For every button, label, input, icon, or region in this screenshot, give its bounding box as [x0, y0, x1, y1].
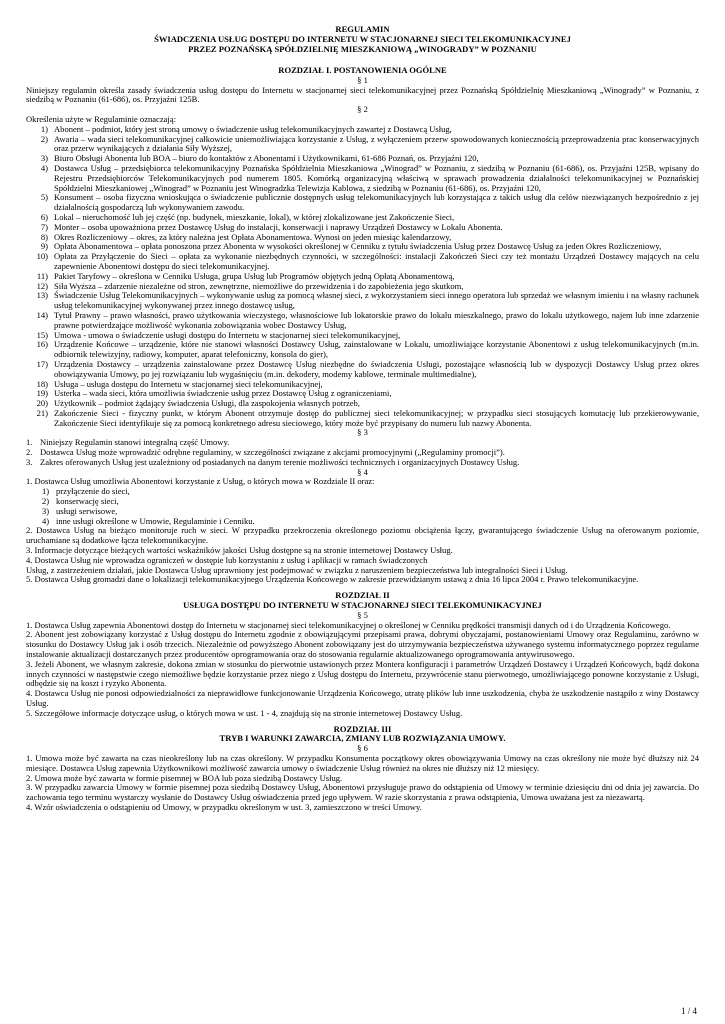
section-3-item-text: Zakres oferowanych Usług jest uzależniony od posiadanych na danym terenie możliwości technicznych i organizacyjnych Dostawcy Usług. [40, 456, 520, 467]
doc-title: REGULAMIN [335, 24, 390, 34]
section-4-point-3: 3. Informacje dotyczące bieżących wartości wskaźników jakości Usług dostępne są na stronie internetowej Dostawcy Usług. [26, 545, 453, 556]
section-3-item-text: Dostawca Usług może wprowadzić odrębne regulaminy, w szczególności związane z akcjami promocyjnymi („Regulaminy promocji”). [40, 447, 505, 458]
section-5-heading: § 5 [357, 609, 368, 620]
section-4-sub-item-text: inne usługi określone w Umowie, Regulaminie i Cenniku. [56, 515, 255, 526]
section-5-point-3: 3. Jeżeli Abonent, we własnym zakresie, dokona zmian w stosunku do pierwotnie ustawionych przez Montera konfiguracji i parametrów Urządzeń Dostawcy i Urządzeń Końcowych, bądź dokona innych czynności w następstwie czego niemożliwe będzie korzystanie przez niego z Usług dostępu do Internetu, przywrócenie stanu pierwotnego, umożliwiającego ponowne korzystanie z Usługi, odbędzie się na koszt i ryzyko Abonenta. [26, 658, 699, 689]
definition-item-text: Urządzenie Końcowe – urządzenie, które nie stanowi własności Dostawcy Usług, zainstalowane w Lokalu, umożliwiające korzystanie Abonentowi z usług telekomunikacyjnych (m.in. odbiornik telewizyjny, radiowy, komputer, aparat telefoniczny, konsola do gier), [54, 339, 699, 360]
definition-item-text: Usterka – wada sieci, która umożliwia świadczenie usług przez Dostawcę Usług z ograniczeniami, [54, 388, 392, 399]
section-2-heading: § 2 [357, 104, 368, 115]
section-5-point-4: 4. Dostawca Usług nie ponosi odpowiedzialności za nieprawidłowe funkcjonowanie Urządzenia Końcowego, utratę plików lub inne uszkodzenia, chyba że uszkodzenie nastąpiło z winy Dostawcy Usług. [26, 688, 699, 708]
section-4-sub-item [42, 497, 699, 507]
chapter-2-title: ROZDZIAŁ II [335, 590, 390, 601]
section-4-sub-item-number: 2) [42, 496, 50, 507]
section-3-item-text: Niniejszy Regulamin stanowi integralną część Umowy. [40, 437, 230, 448]
definition-item-text: Lokal – nieruchomość lub jej część (np. budynek, mieszkanie, lokal), w której zlokalizowane jest Zakończenie Sieci, [54, 211, 455, 222]
definition-item-number: 8) [40, 231, 48, 242]
section-4-point-1: 1. Dostawca Usług umożliwia Abonentowi korzystanie z Usług, o których mowa w Rozdziale II oraz: [26, 476, 375, 487]
definition-item-number: 7) [40, 221, 48, 232]
section-3-item-number: 2. [26, 447, 33, 458]
section-5-point-2: 2. Abonent jest zobowiązany korzystać z Usług dostępu do Internetu zgodnie z obowiązującymi przepisami prawa, dobrymi obyczajami, postanowieniami Umowy oraz Regulaminu, zarówno w stosunku do Dostawcy Usług jak i osób trzecich. Niezależnie od powyższego Abonent zobowiązany jest do utrzymywania bezpieczeństwa używanego systemu informatycznego poprzez regularne instalowanie aktualizacji dostarczanych przez producentów oprogramowania oraz do stosowania regularnie aktualizowanego oprogramowania antywirusowego. [26, 629, 699, 660]
section-4-point-5: 5. Dostawca Usług gromadzi dane o lokalizacji telekomunikacyjnego Urządzenia Końcowego w zakresie przewidzianym ustawą z dnia 16 lipca 2004 r. Prawo telekomunikacyjne. [26, 574, 639, 585]
section-4-sub-item-text: konserwację sieci, [56, 496, 119, 507]
definition-item-number: 12) [36, 280, 48, 291]
section-6-point-3: 3. W przypadku zawarcia Umowy w formie pisemnej poza siedzibą Dostawcy Usług, Abonentowi przysługuje prawo do odstąpienia od Umowy w terminie dziesięciu dni od dnia jej zawarcia. Do zachowania tego terminu wystarczy wysłanie do Dostawcy Usług oświadczenia przed jego upływem. W razie skorzystania z prawa odstąpienia, Umowa uważana jest za niezawartą. [26, 782, 699, 803]
definition-item-text: Biuro Obsługi Abonenta lub BOA – biuro do kontaktów z Abonentami i Użytkownikami, 61-686 Poznań, os. Przyjaźni 120, [54, 153, 479, 164]
section-4-sub-item-text: usługi serwisowe, [56, 505, 118, 516]
section-5-point-1: 1. Dostawca Usług zapewnia Abonentowi dostęp do Internetu w stacjonarnej sieci telekomunikacyjnej o określonej w Cenniku prędkości transmisji danych od i do Urządzenia Końcowego. [26, 619, 671, 630]
section-3-item-number: 1. [26, 437, 33, 448]
section-4-heading: § 4 [357, 466, 368, 477]
chapter-2-subtitle: USŁUGA DOSTĘPU DO INTERNETU W STACJONARNEJ SIECI TELEKOMUNIKACYJNEJ [183, 600, 542, 611]
section-3-heading: § 3 [357, 427, 368, 438]
definition-item-text: Konsument – osoba fizyczna wnioskująca o świadczenie publicznie dostępnych usług telekomunikacyjnych lub korzystająca z takich usług dla celów niezwiązanych bezpośrednio z jej działalnością gospodarczą lub wykonywaniem zawodu. [54, 192, 699, 213]
section-2-intro: Określenia użyte w Regulaminie oznaczają: [26, 113, 176, 124]
definition-item-text: Urządzenia Dostawcy – urządzenia zainstalowane przez Dostawcę Usług niezbędne do świadczenia Usługi, pozostające własnością lub w dyspozycji Dostawcy Usług przez okres obowiązywania Umowy, po jej rozwiązaniu lub wygaśnięciu (m.in. dekodery, modemy kablowe, terminale multimedialne), [54, 358, 699, 379]
definition-item-text: Opłata za Przyłączenie do Sieci – opłata za wykonanie niezbędnych czynności, w szczególności: instalacji Zakończeń Sieci czy też montażu Urządzeń Dostawcy mających na celu zapewnienie Abonentowi dostępu do sieci telekomunikacyjnej. [54, 251, 699, 271]
definitions-list [26, 125, 699, 429]
definition-item-number: 16) [36, 339, 48, 350]
definition-item-text: Zakończenie Sieci - fizyczny punkt, w którym Abonent otrzymuje dostęp do publicznej sieci telekomunikacyjnej; w przypadku sieci stosujących komutację lub przekierowywanie, Zakończenie Sieci identyfikuje się za pomocą konkretnego adresu sieciowego, który może być przypisany do numeru lub nazwy Abonenta. [54, 407, 699, 428]
section-6-heading: § 6 [357, 743, 368, 754]
section-4-sub-item-number: 3) [42, 505, 50, 516]
definition-item-number: 10) [36, 251, 48, 262]
section-4-point-4b: Usług, z zastrzeżeniem działań, jakie Dostawca Usług uprawniony jest podejmować w związku z naruszeniem bezpieczeństwa lub integralności Sieci i Usług. [26, 564, 568, 575]
definition-item-number: 3) [40, 153, 48, 164]
definition-item-number: 9) [40, 241, 48, 252]
definition-item [26, 340, 699, 360]
definition-item-text: Pakiet Taryfowy – określona w Cenniku Usługa, grupa Usług lub Programów objętych jedną Opłatą Abonamentową, [54, 270, 455, 281]
definition-item-text: Usługa – usługa dostępu do Internetu w stacjonarnej sieci telekomunikacyjnej, [54, 378, 323, 389]
chapter-1-title: ROZDZIAŁ I. POSTANOWIENIA OGÓLNE [278, 65, 447, 75]
definition-item-number: 19) [36, 388, 48, 399]
definition-item-text: Siła Wyższa – zdarzenie niezależne od stron, zewnętrzne, niemożliwe do przewidzenia i do zapobieżenia jego skutkom, [54, 280, 464, 291]
definition-item-text: Awaria – wada sieci telekomunikacyjnej całkowicie uniemożliwiająca korzystanie z Usług, z wyłączeniem przerw spowodowanych koniecznością przeprowadzenia prac konserwacyjnych oraz przerw wynikających z działania Siły Wyższej, [54, 133, 699, 154]
section-3-item-number: 3. [26, 456, 33, 467]
definition-item-number: 15) [36, 329, 48, 340]
section-5-point-5: 5. Szczegółowe informacje dotyczące usług, o których mowa w ust. 1 - 4, znajdują się na stronie internetowej Dostawcy Usług. [26, 707, 463, 718]
section-4-sub-item-number: 4) [42, 515, 50, 526]
definition-item-text: Abonent – podmiot, który jest stroną umowy o świadczenie usług telekomunikacyjnych zawartej z Dostawcą Usług, [54, 123, 452, 134]
definition-item-number: 14) [36, 309, 48, 320]
section-6-point-1: 1. Umowa może być zawarta na czas nieokreślony lub na czas określony. W przypadku Konsumenta początkowy okres obowiązywania Umowy na czas określony nie może być dłuższy niż 24 miesiące. Dostawca Usług zapewnia Użytkownikowi możliwość zawarcia umowy o świadczenie Usług również na okres nie dłuższy niż 12 miesięcy. [26, 752, 699, 773]
definition-item-number: 4) [40, 162, 48, 173]
definition-item [26, 164, 699, 193]
definition-item-number: 20) [36, 398, 48, 409]
definition-item [26, 193, 699, 213]
definition-item-number: 11) [36, 270, 48, 281]
chapter-3-title: ROZDZIAŁ III [333, 723, 392, 734]
section-4-sub-item-number: 1) [42, 486, 50, 497]
doc-subtitle-line-2: PRZEZ POZNAŃSKĄ SPÓŁDZIELNIĘ MIESZKANIOWĄ „WINOGRADY” W POZNANIU [188, 44, 537, 54]
definition-item-text: Monter – osoba upoważniona przez Dostawcę Usług do instalacji, konserwacji i naprawy Urządzeń Dostawcy w Lokalu Abonenta. [54, 221, 503, 232]
section-4-sub-item-text: przyłączenie do sieci, [56, 486, 130, 497]
definition-item-number: 1) [40, 123, 48, 134]
section-6-point-4: 4. Wzór oświadczenia o odstąpieniu od Umowy, w przypadku określonym w ust. 3, zamieszczono w treści Umowy. [26, 801, 422, 812]
document-page [26, 24, 699, 813]
doc-subtitle-line-1: ŚWIADCZENIA USŁUG DOSTĘPU DO INTERNETU W STACJONARNEJ SIECI TELEKOMUNIKACYJNEJ [154, 34, 571, 44]
definition-item-number: 2) [40, 133, 48, 144]
definition-item-number: 5) [40, 192, 48, 203]
section-1-heading: § 1 [357, 74, 368, 85]
definition-item [26, 135, 699, 155]
definition-item-text: Dostawca Usług – przedsiębiorca telekomunikacyjny Poznańska Spółdzielnia Mieszkaniowa „Winograd” w Poznaniu, z siedzibą w Poznaniu (61-686), os. Przyjaźni 125B, wpisany do Rejestru Przedsiębiorców Telekomunikacyjnych pod numerem 1805. Komórką organizacyjną właściwą w sprawach prowadzenia działalności telekomunikacyjnej w Poznańskiej Spółdzielni Mieszkaniowej „Winograd” w Poznaniu jest Winogradzka Telewizja Kablowa, z siedzibą w Poznaniu (61-686), os. Przyjaźni 120, [54, 162, 699, 193]
definition-item [26, 252, 699, 272]
definition-item-text: Tytuł Prawny – prawo własności, prawo użytkowania wieczystego, własnościowe lub lokatorskie prawo do lokalu mieszkalnego, prawo do lokalu użytkowego, najem lub inne zdarzenie prawne potwierdzające możliwość wykonania zobowiązania wobec Dostawcy Usług, [54, 309, 699, 330]
definition-item-number: 21) [36, 407, 48, 418]
definition-item-text: Umowa - umowa o świadczenie usługi dostępu do Internetu w stacjonarnej sieci telekomunikacyjnej, [54, 329, 401, 340]
section-4-sub-item [42, 487, 699, 497]
chapter-3-subtitle: TRYB I WARUNKI ZAWARCIA, ZMIANY LUB ROZWIĄZANIA UMOWY. [219, 733, 506, 744]
definition-item-number: 13) [36, 290, 48, 301]
definition-item [26, 291, 699, 311]
definition-item-number: 6) [40, 211, 48, 222]
definition-item-text: Użytkownik – podmiot żądający świadczenia Usługi, dla zaspokojenia własnych potrzeb, [54, 398, 360, 409]
section-6-point-2: 2. Umowa może być zawarta w formie pisemnej w BOA lub poza siedzibą Dostawcy Usług. [26, 772, 343, 783]
section-4-sublist [26, 487, 699, 526]
definition-item-text: Świadczenie Usług Telekomunikacyjnych – wykonywanie usług za pomocą własnej sieci, z wykorzystaniem sieci innego operatora lub sprzedaż we własnym imieniu i na własny rachunek usług telekomunikacyjnej wykonywanej przez innego dostawcę usług, [54, 290, 699, 311]
section-3-list [26, 438, 699, 467]
definition-item-text: Opłata Abonamentowa – opłata ponoszona przez Abonenta w wysokości określonej w Cenniku z tytułu świadczenia Usług przez Dostawcę Usług za jeden Okres Rozliczeniowy, [54, 241, 662, 252]
definition-item-number: 18) [36, 378, 48, 389]
definition-item-text: Okres Rozliczeniowy – okres, za który należna jest Opłata Abonamentowa. Wynosi on jeden miesiąc kalendarzowy, [54, 231, 452, 242]
section-4-point-4a: 4. Dostawca Usług nie wprowadza ograniczeń w dostępie lub korzystaniu z usług i aplikacji w ramach świadczonych [26, 554, 428, 565]
definition-item [26, 360, 699, 380]
definition-item [26, 311, 699, 331]
page-number: 1 / 4 [680, 1006, 697, 1016]
definition-item-number: 17) [36, 358, 48, 369]
definition-item [26, 409, 699, 429]
section-4-point-2: 2. Dostawca Usług na bieżąco monitoruje ruch w sieci. W przypadku przekroczenia określonego poziomu obciążenia łączy, gwarantującego świadczenie Usług na oferowanym poziomie, uruchamiane są dodatkowe łącza telekomunikacyjne. [26, 525, 699, 546]
section-1-text: Niniejszy regulamin określa zasady świadczenia usług dostępu do Internetu w stacjonarnej sieci telekomunikacyjnej przez Poznańską Spółdzielnię Mieszkaniową „Winogrady” w Poznaniu, z siedzibą w Poznaniu (61-686), os. Przyjaźni 125B. [26, 84, 699, 105]
